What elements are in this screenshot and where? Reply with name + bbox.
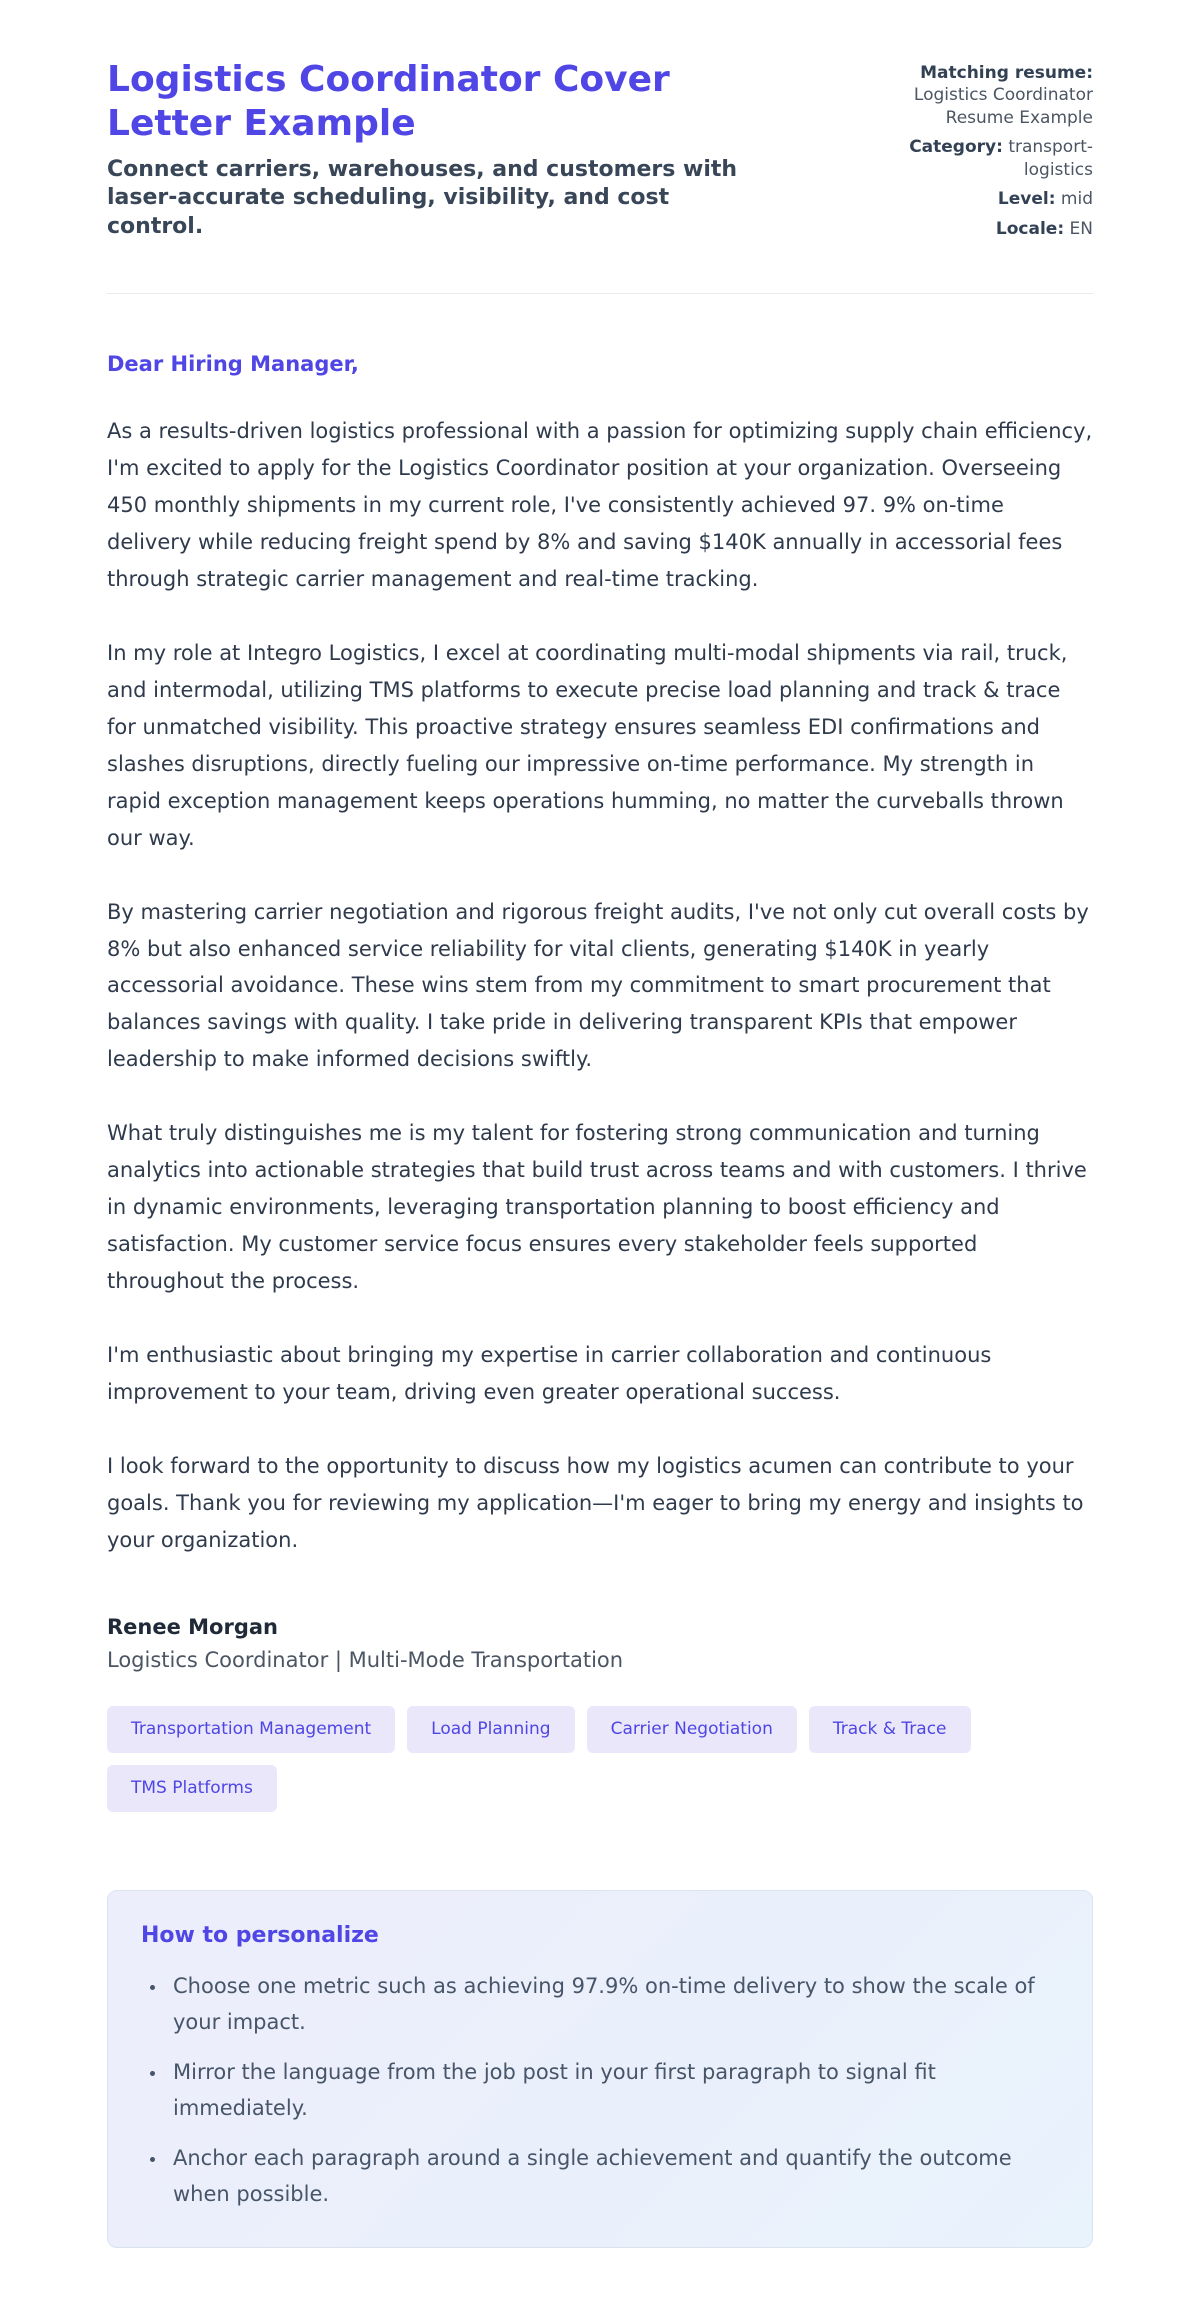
locale-value: EN — [1069, 218, 1093, 239]
level-value: mid — [1060, 189, 1093, 210]
cover-letter-page — [107, 0, 1093, 2312]
header-title-block — [107, 52, 767, 242]
letter-paragraph: In my role at Integro Logistics, I excel at coordinating multi-modal shipments via rail, truck, and intermodal, utilizing TMS platforms to execute precise load planning and track & trace for unmatched visibility. This proactive strategy ensures seamless EDI confirmations and slashes disruptions, directly fueling our impressive on-time performance. My strength in rapid exception management keeps operations humming, no matter the curveballs thrown our way. — [107, 640, 1068, 850]
signature-name: Renee Morgan — [107, 1614, 278, 1639]
meta-panel — [843, 52, 1093, 247]
category-label: Category: — [909, 137, 1003, 158]
meta-row-matching-resume — [843, 62, 1093, 129]
personalize-heading: How to personalize — [141, 1922, 379, 1948]
locale-label: Locale: — [995, 218, 1065, 239]
skill-tag: Load Planning — [407, 1706, 574, 1753]
meta-row-level — [843, 188, 1093, 210]
page-header — [107, 52, 1093, 247]
page-title: Logistics Coordinator Cover Letter Example — [107, 59, 670, 144]
meta-row-category — [843, 136, 1093, 181]
skill-tag: Transportation Management — [107, 1706, 395, 1753]
skill-tag-list — [107, 1706, 1093, 1812]
category-value: transport-logistics — [1008, 137, 1093, 180]
matching-resume-value: Logistics Coordinator Resume Example — [913, 85, 1093, 128]
letter-paragraph: As a results-driven logistics professional with a passion for optimizing supply chain efficiency, I'm excited to apply for the Logistics Coordinator position at your organization. Overseeing 450 monthly shipments in my current role, I've consistently achieved 97. 9% on-time delivery while reducing freight spend by 8% and saving $140K annually in accessorial fees through strategic carrier management and real-time tracking. — [107, 419, 1093, 591]
level-label: Level: — [997, 189, 1056, 210]
skill-tag: Track & Trace — [809, 1706, 971, 1753]
personalize-tip: • Choose one metric such as achieving 97.9% on-time delivery to show the scale of your impact. — [167, 1968, 1056, 2040]
personalize-tip: • Mirror the language from the job post in your first paragraph to signal fit immediately. — [167, 2054, 1056, 2126]
matching-resume-label: Matching resume: — [920, 63, 1093, 83]
signature-title: Logistics Coordinator | Multi-Mode Transportation — [107, 1647, 624, 1672]
letter-paragraph: By mastering carrier negotiation and rigorous freight audits, I've not only cut overall costs by 8% but also enhanced service reliability for vital clients, generating $140K in yearly accessorial avoidance. These wins stem from my commitment to smart procurement that balances savings with quality. I take pride in delivering transparent KPIs that empower leadership to make informed decisions swiftly. — [107, 899, 1089, 1072]
meta-row-locale — [843, 218, 1093, 240]
letter-paragraph: I'm enthusiastic about bringing my expertise in carrier collaboration and continuous improvement to your team, driving even greater operational success. — [107, 1343, 992, 1405]
letter-paragraph: I look forward to the opportunity to discuss how my logistics acumen can contribute to your goals. Thank you for reviewing my application—I'm eager to bring my energy and insights to your organization. — [107, 1453, 1084, 1552]
header-divider — [107, 293, 1093, 294]
letter-greeting: Dear Hiring Manager, — [107, 352, 359, 377]
page-subtitle: Connect carriers, warehouses, and customers with laser-accurate scheduling, visibility, and cost control. — [107, 156, 738, 239]
skill-tag: TMS Platforms — [107, 1765, 277, 1812]
skill-tag: Carrier Negotiation — [587, 1706, 797, 1753]
personalize-tip: • Anchor each paragraph around a single achievement and quantify the outcome when possible. — [167, 2140, 1056, 2212]
letter-paragraph: What truly distinguishes me is my talent for fostering strong communication and turning analytics into actionable strategies that build trust across teams and with customers. I thrive in dynamic environments, leveraging transportation planning to boost efficiency and satisfaction. My customer service focus ensures every stakeholder feels supported throughout the process. — [107, 1121, 1087, 1294]
personalize-tip-list — [141, 1968, 1056, 2213]
personalize-box — [107, 1890, 1093, 2248]
